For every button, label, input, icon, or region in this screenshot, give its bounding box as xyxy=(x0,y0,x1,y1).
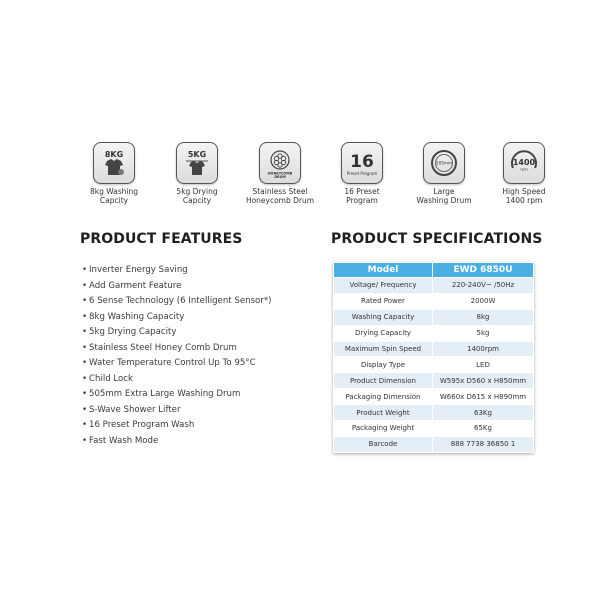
list-item: • 6 Sense Technology (6 Intelligent Sensor*) xyxy=(82,296,272,306)
icon-card-preset-program xyxy=(322,142,402,205)
svg-text:Preset Program: Preset Program xyxy=(346,171,378,176)
spec-value: W595x D560 x H850mm xyxy=(433,373,533,388)
spec-value: 1400rpm xyxy=(433,342,533,357)
header-cell-model: Model xyxy=(334,263,432,277)
feature-text: Fast Wash Mode xyxy=(89,435,159,446)
svg-text:DRUM: DRUM xyxy=(274,175,286,179)
spec-label: Rated Power xyxy=(334,294,432,309)
table-row xyxy=(334,342,533,357)
product-features-heading: PRODUCT FEATURES xyxy=(80,231,243,247)
table-row xyxy=(334,405,533,420)
list-item: • S-Wave Shower Lifter xyxy=(82,404,181,415)
spec-value: 65Kg xyxy=(433,421,533,436)
spec-label: Product Dimension xyxy=(334,373,432,388)
table-header-row xyxy=(334,263,533,277)
list-item: • 8kg Washing Capacity xyxy=(82,311,185,322)
table-row xyxy=(334,373,533,388)
table-row xyxy=(334,326,533,341)
svg-text:1400: 1400 xyxy=(512,158,536,167)
table-row xyxy=(334,437,533,452)
list-item: • Add Garment Feature xyxy=(82,280,182,291)
spec-label: Product Weight xyxy=(334,405,432,420)
spec-label: Barcode xyxy=(334,437,432,452)
list-item: • Inverter Energy Saving xyxy=(82,265,188,275)
list-item: • Stainless Steel Honey Comb Drum xyxy=(82,342,237,353)
spec-value: 8kg xyxy=(433,310,533,325)
feature-text: Add Garment Feature xyxy=(89,280,182,291)
spec-value: W660x D615 x H890mm xyxy=(433,389,533,404)
feature-list xyxy=(82,263,322,449)
feature-text: 5kg Drying Capacity xyxy=(89,327,177,337)
table-row xyxy=(334,357,533,372)
spec-table xyxy=(333,262,534,453)
spec-label: Packaging Weight xyxy=(334,421,432,436)
svg-text:rpm: rpm xyxy=(520,166,528,172)
feature-text: Child Lock xyxy=(89,373,134,384)
spec-value: 2000W xyxy=(433,294,533,309)
feature-text: Water Temperature Control Up To 95°C xyxy=(89,358,256,368)
list-item: • 5kg Drying Capacity xyxy=(82,327,177,337)
icon-caption-line: 16 Preset xyxy=(344,187,380,196)
icon-caption xyxy=(322,188,402,205)
spec-label: Drying Capacity xyxy=(334,326,432,341)
icon-card-washing-capacity xyxy=(74,142,154,205)
icon-caption-line: 8kg Washing xyxy=(89,187,139,196)
feature-text: S-Wave Shower Lifter xyxy=(89,404,181,415)
icon-caption-line: Honeycomb Drum xyxy=(245,195,315,205)
table-row xyxy=(334,421,533,436)
list-item: • 16 Preset Program Wash xyxy=(82,420,195,430)
icon-caption xyxy=(157,188,237,205)
icon-card-high-speed xyxy=(484,142,564,205)
spec-label: Washing Capacity xyxy=(334,310,432,325)
high-speed-icon xyxy=(503,142,545,184)
spec-value: LED xyxy=(433,357,533,372)
spec-table-container xyxy=(333,262,534,453)
feature-text: 505mm Extra Large Washing Drum xyxy=(89,389,241,399)
icon-caption xyxy=(484,188,564,205)
feature-text: 6 Sense Technology (6 Intelligent Sensor*) xyxy=(89,296,272,306)
shirt-8kg-icon xyxy=(93,142,135,184)
svg-text:8KG: 8KG xyxy=(104,150,124,159)
spec-label: Voltage/ Frequency xyxy=(334,278,432,293)
icon-caption-line: Stainless Steel xyxy=(252,187,308,196)
spec-label: Maximum Spin Speed xyxy=(334,342,432,357)
table-row xyxy=(334,278,533,293)
spec-label: Display Type xyxy=(334,357,432,372)
icon-caption xyxy=(404,188,484,205)
shirt-5kg-icon xyxy=(176,142,218,184)
icon-caption-line: Capcity xyxy=(182,195,212,205)
spec-value: 220-240V~ /50Hz xyxy=(433,278,533,293)
icon-caption-line: Capcity xyxy=(99,195,129,205)
feature-text: Inverter Energy Saving xyxy=(89,265,188,275)
table-row xyxy=(334,310,533,325)
honeycomb-drum-icon xyxy=(259,142,301,184)
list-item: • Fast Wash Mode xyxy=(82,435,159,446)
icon-card-honeycomb-drum xyxy=(240,142,320,205)
table-row xyxy=(334,294,533,309)
icon-caption xyxy=(240,188,320,205)
icon-card-drying-capacity xyxy=(157,142,237,205)
feature-text: 16 Preset Program Wash xyxy=(89,420,195,430)
header-cell-model-value: EWD 6850U xyxy=(433,263,533,277)
svg-text:HONEYCOMB: HONEYCOMB xyxy=(267,171,293,176)
icon-caption-line: 1400 rpm xyxy=(505,195,543,205)
large-drum-icon xyxy=(423,142,465,184)
list-item: • Child Lock xyxy=(82,373,134,384)
icon-caption-line: High Speed xyxy=(502,187,546,196)
spec-value: 63Kg xyxy=(433,405,533,420)
icon-caption-line: Program xyxy=(346,195,378,205)
list-item: • Water Temperature Control Up To 95°C xyxy=(82,358,256,368)
preset-program-icon xyxy=(341,142,383,184)
svg-text:5KG: 5KG xyxy=(187,150,207,159)
icon-card-large-drum xyxy=(404,142,484,205)
icon-caption-line: Washing Drum xyxy=(416,195,472,205)
feature-text: 8kg Washing Capacity xyxy=(89,311,185,322)
feature-icons-row xyxy=(82,142,546,212)
svg-text:16: 16 xyxy=(350,152,374,172)
icon-caption-line: Large xyxy=(433,187,455,196)
icon-caption-line: 5kg Drying xyxy=(176,187,218,196)
icon-caption xyxy=(74,188,154,205)
table-row xyxy=(334,389,533,404)
spec-label: Packaging Dimension xyxy=(334,389,432,404)
spec-value: 5kg xyxy=(433,326,533,341)
product-specifications-heading: PRODUCT SPECIFICATIONS xyxy=(331,231,543,247)
svg-text:505mm: 505mm xyxy=(435,160,453,166)
spec-value: 888 7738 36850 1 xyxy=(433,437,533,452)
feature-text: Stainless Steel Honey Comb Drum xyxy=(89,342,237,353)
list-item: • 505mm Extra Large Washing Drum xyxy=(82,389,241,399)
